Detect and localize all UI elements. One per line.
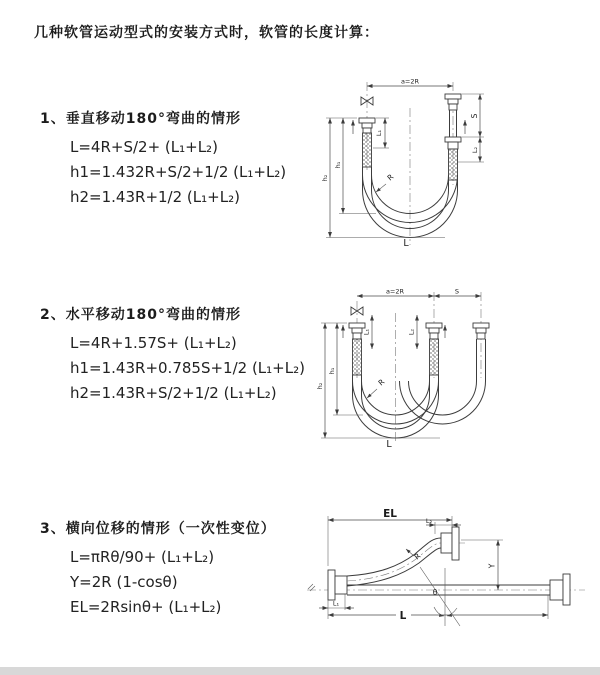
dim-label-a2r: a=2R xyxy=(400,77,420,86)
centerlines xyxy=(367,82,453,245)
right-flange xyxy=(563,574,570,605)
dim-label-l: L xyxy=(399,610,407,622)
dim-label-r: R xyxy=(376,377,387,388)
left-flange xyxy=(328,570,335,600)
dim-label-r: R xyxy=(412,551,423,562)
diagram-horizontal-180-bend xyxy=(305,283,600,463)
diagram-lateral-displacement xyxy=(295,498,600,643)
upper-flange xyxy=(452,527,459,560)
formula-line: h1=1.43R+0.785S+1/2 (L₁+L₂) xyxy=(70,359,305,377)
section-3-formulas xyxy=(40,545,276,620)
formula-line: EL=2Rsinθ+ (L₁+L₂) xyxy=(70,598,222,616)
formula-line: L=4R+1.57S+ (L₁+L₂) xyxy=(70,334,237,352)
dimension-a2r xyxy=(367,78,453,87)
dim-label-h2: h₂ xyxy=(316,382,324,390)
section-3-heading: 3、横向位移的情形（一次性变位） xyxy=(40,521,276,537)
formula-line: L=4R+S/2+ (L₁+L₂) xyxy=(70,138,218,156)
dimension-a2r-s xyxy=(357,288,481,297)
dim-label-l: L xyxy=(386,439,392,450)
dim-label-s: S xyxy=(454,287,460,296)
radius-callout xyxy=(367,377,386,398)
dim-label-r: R xyxy=(385,172,396,183)
page-title: 几种软管运动型式的安装方式时，软管的长度计算： xyxy=(34,25,379,41)
scan-edge-shadow xyxy=(0,667,600,675)
dim-label-l1: L₁ xyxy=(362,328,371,336)
section-1-formulas xyxy=(40,135,286,210)
dim-label-l2: L₂ xyxy=(425,517,433,525)
right-stub xyxy=(550,580,563,600)
dimension-l xyxy=(328,595,548,622)
radius-callout xyxy=(376,172,395,192)
hose-u-bends xyxy=(353,375,486,438)
dim-label-theta: θ xyxy=(432,588,438,597)
section-2-formulas xyxy=(40,331,305,406)
dimension-el xyxy=(328,508,452,566)
dimension-l1 xyxy=(363,315,373,349)
formula-line: h1=1.432R+S/2+1/2 (L₁+L₂) xyxy=(70,163,287,181)
dimension-y xyxy=(461,540,503,590)
formula-line: h2=1.43R+S/2+1/2 (L₁+L₂) xyxy=(70,384,277,402)
hose-straight-position xyxy=(307,570,585,605)
dim-label-l: L xyxy=(403,238,409,249)
hose-displaced-position xyxy=(347,527,465,586)
dim-label-y: Y xyxy=(487,563,497,569)
dim-label-a2r: a=2R xyxy=(385,287,405,296)
centerlines xyxy=(357,292,481,441)
dim-label-l1: L₁ xyxy=(332,599,340,608)
formula-line: h2=1.43R+1/2 (L₁+L₂) xyxy=(70,188,240,206)
dim-label-l1: L₁ xyxy=(375,129,383,137)
left-leg-fitting xyxy=(359,118,375,167)
angle-theta xyxy=(420,567,460,626)
dim-label-el: EL xyxy=(383,508,397,520)
section-3 xyxy=(40,518,276,620)
radius-callout xyxy=(406,549,422,562)
dim-label-h1: h₁ xyxy=(328,367,336,375)
section-1 xyxy=(40,108,286,210)
section-2 xyxy=(40,304,305,406)
formula-line: L=πRθ/90+ (L₁+L₂) xyxy=(70,548,215,566)
middle-leg-fitting xyxy=(426,323,442,375)
section-2-heading: 2、水平移动180°弯曲的情形 xyxy=(40,307,241,323)
formula-line: Y=2R (1-cosθ) xyxy=(70,573,178,591)
dimension-l2 xyxy=(408,315,418,349)
left-stub xyxy=(335,576,347,594)
dim-label-l2: L₂ xyxy=(407,328,416,336)
right-leg-fitting xyxy=(445,94,461,180)
dim-label-h1: h₁ xyxy=(334,161,342,169)
dim-label-s: S xyxy=(470,113,479,119)
dim-label-h2: h₂ xyxy=(321,174,329,182)
dimension-l1 xyxy=(319,594,354,610)
section-1-heading: 1、垂直移动180°弯曲的情形 xyxy=(40,111,241,127)
dim-label-l2: L₂ xyxy=(471,146,479,154)
upper-stub xyxy=(441,533,452,553)
diagram-vertical-180-bend xyxy=(310,70,600,260)
dimension-s-l2 xyxy=(458,94,484,162)
